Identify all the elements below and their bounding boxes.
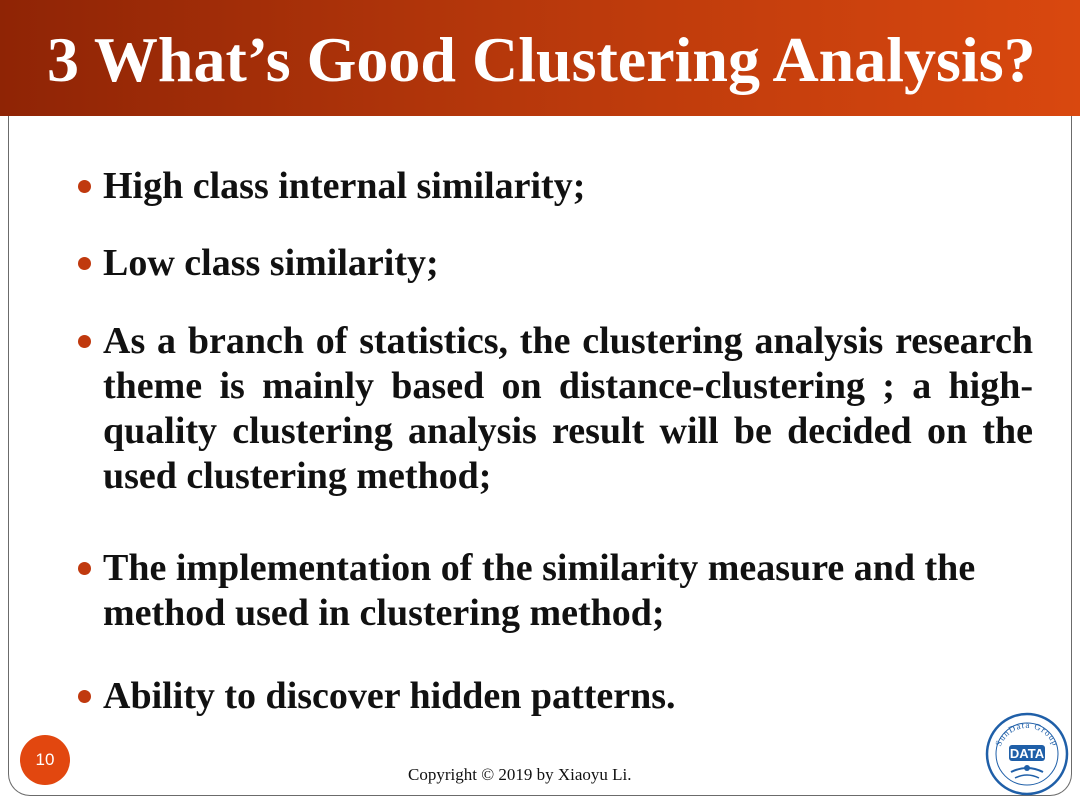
bullet-dot-icon bbox=[78, 257, 91, 270]
bullet-text: As a branch of statistics, the clustering analysis research theme is mainly based on distance-clustering ; a high-quality clustering analysis result will be decided on the used clustering method; bbox=[103, 320, 1033, 497]
copyright-footer: Copyright © 2019 by Xiaoyu Li. bbox=[408, 765, 632, 784]
bullet-text: The implementation of the similarity measure and the method used in clustering method; bbox=[103, 547, 976, 634]
bullet-dot-icon bbox=[78, 690, 91, 703]
bullet-item bbox=[103, 319, 1033, 499]
slide-title: 3 What’s Good Clustering Analysis? bbox=[47, 24, 1036, 95]
bullet-dot-icon bbox=[78, 180, 91, 193]
page-number-badge: 10 bbox=[20, 735, 70, 785]
bullet-item bbox=[103, 241, 1033, 286]
bullet-item bbox=[103, 164, 1033, 209]
logo-center-text: DATA bbox=[1009, 746, 1045, 761]
sundata-group-logo-icon bbox=[985, 712, 1069, 796]
bullet-dot-icon bbox=[78, 335, 91, 348]
bullet-text: Ability to discover hidden patterns. bbox=[103, 675, 676, 717]
bullet-dot-icon bbox=[78, 562, 91, 575]
bullet-item bbox=[103, 674, 1033, 719]
bullet-text: Low class similarity; bbox=[103, 242, 439, 284]
bullet-text: High class internal similarity; bbox=[103, 165, 586, 207]
logo-ring-text: SunData Group bbox=[993, 719, 1061, 748]
bullet-item bbox=[103, 546, 1033, 636]
